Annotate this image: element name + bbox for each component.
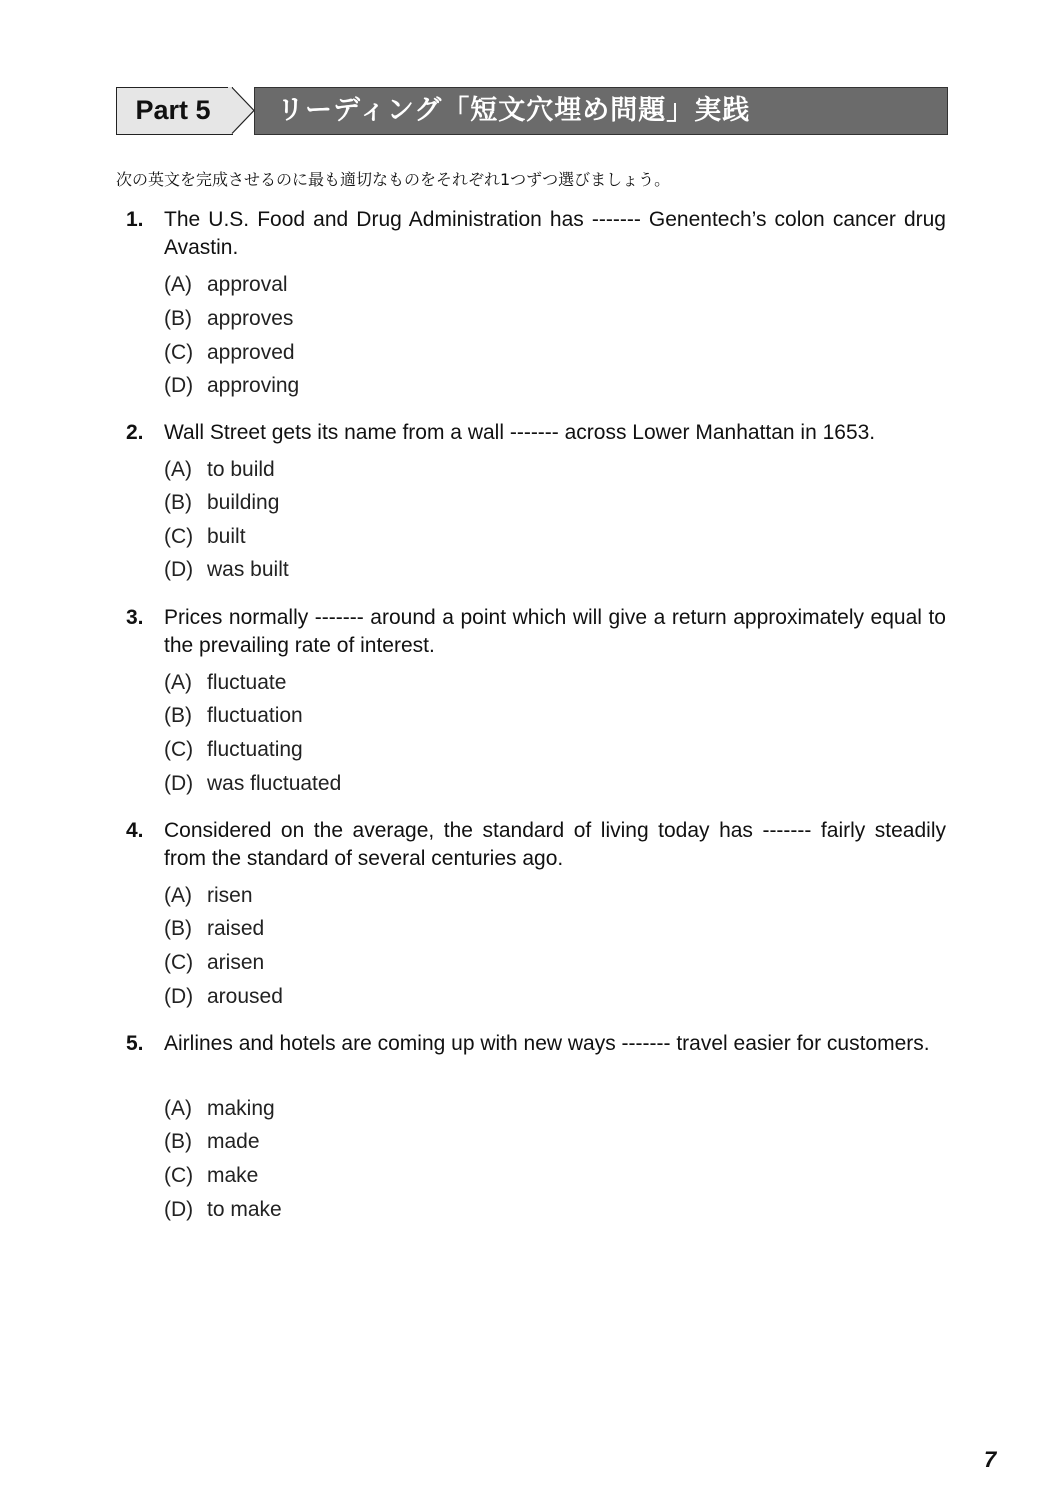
option-text: was fluctuated	[207, 772, 342, 795]
option-letter: (D)	[164, 558, 194, 581]
option-a[interactable]	[164, 882, 253, 910]
option-d[interactable]	[164, 1196, 282, 1224]
option-text: approves	[207, 307, 294, 330]
option-b[interactable]	[164, 702, 303, 730]
instruction-text: 次の英文を完成させるのに最も適切なものをそれぞれ1つずつ選びましょう。	[116, 170, 671, 189]
question-number: 5.	[126, 1032, 144, 1055]
question-number: 2.	[126, 421, 144, 444]
option-letter: (C)	[164, 525, 194, 548]
option-b[interactable]	[164, 305, 293, 333]
option-letter: (A)	[164, 671, 192, 694]
question-text: Prices normally ------- around a point which will give a return approximately equal to the prevailing rate of interest.	[164, 606, 946, 657]
option-c[interactable]	[164, 736, 303, 764]
option-letter: (B)	[164, 491, 192, 514]
option-d[interactable]	[164, 556, 289, 584]
option-text: built	[207, 525, 246, 548]
option-text: was built	[207, 558, 289, 581]
question-number: 3.	[126, 606, 144, 629]
option-letter: (A)	[164, 884, 192, 907]
page-number: 7	[984, 1447, 997, 1472]
option-text: approved	[207, 341, 295, 364]
option-letter: (C)	[164, 1164, 194, 1187]
option-letter: (A)	[164, 1097, 192, 1120]
option-a[interactable]	[164, 271, 288, 299]
question-text: Wall Street gets its name from a wall ------- across Lower Manhattan in 1653.	[164, 421, 876, 444]
option-text: to build	[207, 458, 275, 481]
question-number: 1.	[126, 208, 144, 231]
option-d[interactable]	[164, 770, 341, 798]
option-c[interactable]	[164, 339, 295, 367]
option-a[interactable]	[164, 1095, 275, 1123]
option-text: making	[207, 1097, 275, 1120]
option-letter: (D)	[164, 985, 194, 1008]
option-letter: (C)	[164, 341, 194, 364]
option-text: fluctuation	[207, 704, 303, 727]
option-letter: (A)	[164, 458, 192, 481]
option-b[interactable]	[164, 1128, 260, 1156]
option-a[interactable]	[164, 456, 275, 484]
option-letter: (D)	[164, 1198, 194, 1221]
option-text: make	[207, 1164, 259, 1187]
option-text: fluctuating	[207, 738, 303, 761]
option-letter: (B)	[164, 307, 192, 330]
question-number: 4.	[126, 819, 144, 842]
option-c[interactable]	[164, 523, 246, 551]
option-b[interactable]	[164, 489, 279, 517]
option-c[interactable]	[164, 1162, 258, 1190]
part-label: Part 5	[135, 95, 211, 125]
section-header	[116, 87, 946, 135]
option-text: to make	[207, 1198, 282, 1221]
option-letter: (B)	[164, 704, 192, 727]
question-text: The U.S. Food and Drug Administration has ------- Genentech’s colon cancer drug Avastin.	[164, 208, 946, 259]
option-text: aroused	[207, 985, 283, 1008]
question-text: Airlines and hotels are coming up with new ways ------- travel easier for customers.	[164, 1032, 930, 1055]
option-d[interactable]	[164, 983, 283, 1011]
option-letter: (D)	[164, 374, 194, 397]
option-text: building	[207, 491, 280, 514]
option-text: risen	[207, 884, 253, 907]
option-text: approving	[207, 374, 300, 397]
option-letter: (A)	[164, 273, 192, 296]
option-letter: (B)	[164, 1130, 192, 1153]
question-text: Considered on the average, the standard of living today has ------- fairly steadily from the standard of several centuries ago.	[164, 819, 946, 870]
option-letter: (D)	[164, 772, 194, 795]
option-b[interactable]	[164, 915, 264, 943]
option-letter: (C)	[164, 951, 194, 974]
option-text: raised	[207, 917, 265, 940]
option-letter: (C)	[164, 738, 194, 761]
option-text: made	[207, 1130, 260, 1153]
option-letter: (B)	[164, 917, 192, 940]
option-d[interactable]	[164, 372, 299, 400]
section-title-bar	[254, 87, 948, 135]
option-text: approval	[207, 273, 288, 296]
option-c[interactable]	[164, 949, 264, 977]
option-text: arisen	[207, 951, 265, 974]
option-a[interactable]	[164, 669, 286, 697]
section-title: リーディング「短文穴埋め問題」実践	[277, 95, 751, 126]
option-text: fluctuate	[207, 671, 287, 694]
